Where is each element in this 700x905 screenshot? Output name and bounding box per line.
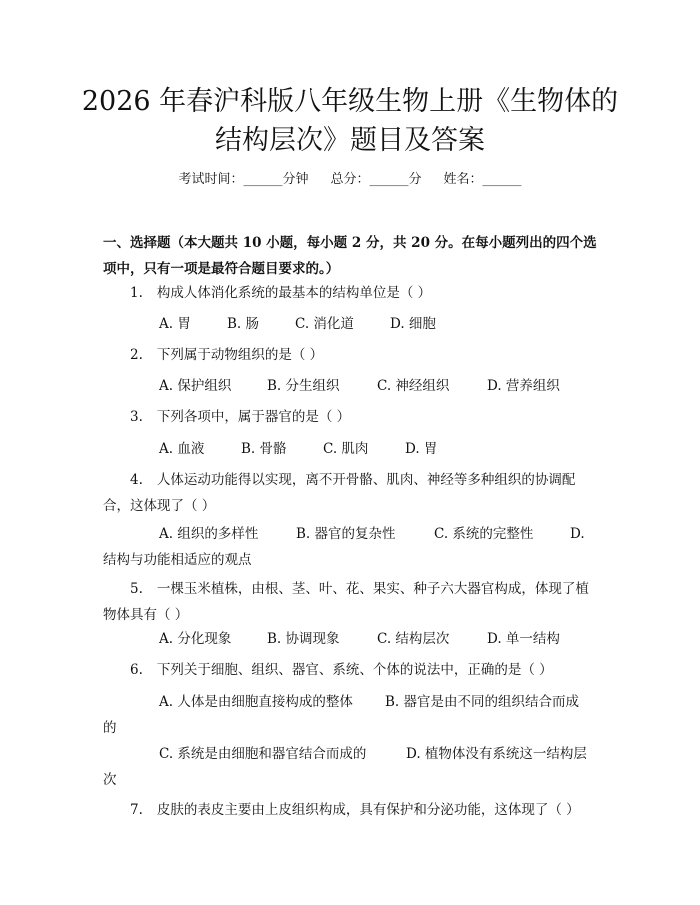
option-b: B. 分生组织 xyxy=(267,378,340,394)
question-1-options xyxy=(103,311,600,337)
question-2 xyxy=(103,342,600,368)
exam-meta xyxy=(0,168,700,187)
option-c: C. 系统是由细胞和器官结合而成的 xyxy=(159,746,367,762)
option-d: D. 营养组织 xyxy=(487,378,560,394)
option-d-label: D. xyxy=(570,526,585,542)
question-number: 5. xyxy=(130,581,143,597)
question-text: 下列关于细胞、组织、器官、系统、个体的说法中，正确的是（ ） xyxy=(156,662,553,678)
option-b-continuation: 的 xyxy=(103,720,117,736)
question-number: 7. xyxy=(130,802,143,818)
option-d: D. 单一结构 xyxy=(487,631,560,647)
question-4 xyxy=(103,467,600,519)
question-text: 皮肤的表皮主要由上皮组织构成，具有保护和分泌功能，这体现了（ ） xyxy=(156,802,580,818)
option-a: A. 组织的多样性 xyxy=(159,526,259,542)
option-b: B. 骨骼 xyxy=(241,441,287,457)
title-line-1: 2026 年春沪科版八年级生物上册《生物体的 xyxy=(81,86,619,117)
option-a: A. 人体是由细胞直接构成的整体 xyxy=(159,694,353,710)
question-7 xyxy=(103,797,600,823)
option-a: A. 血液 xyxy=(159,441,205,457)
question-text: 构成人体消化系统的最基本的结构单位是（ ） xyxy=(156,285,432,301)
option-b: B. 肠 xyxy=(227,316,260,332)
option-a: A. 胃 xyxy=(159,316,191,332)
option-d: D. 胃 xyxy=(405,441,438,457)
option-d-continuation: 次 xyxy=(103,772,117,788)
question-5-options xyxy=(103,626,600,652)
question-text-line-1: 一棵玉米植株，由根、茎、叶、花、果实、种子六大器官构成，体现了植 xyxy=(156,581,589,597)
question-1 xyxy=(103,280,600,306)
option-c: C. 肌肉 xyxy=(323,441,369,457)
option-c: C. 消化道 xyxy=(295,316,354,332)
option-a: A. 分化现象 xyxy=(159,631,232,647)
option-b: B. 器官的复杂性 xyxy=(296,526,396,542)
total-score-field: 总分：______分 xyxy=(330,172,422,187)
page-title xyxy=(60,82,640,160)
question-6-options-ab xyxy=(103,689,600,741)
question-2-options xyxy=(103,373,600,399)
option-c: C. 系统的完整性 xyxy=(434,526,534,542)
question-3 xyxy=(103,404,600,430)
question-5 xyxy=(103,576,600,628)
section-heading: 一、选择题（本大题共 10 小题，每小题 2 分，共 20 分。在每小题列出的四个选项中，只有一项是最符合题目要求的。） xyxy=(103,235,597,277)
option-d: D. 植物体没有系统这一结构层 xyxy=(406,746,587,762)
question-text: 下列属于动物组织的是（ ） xyxy=(156,347,324,363)
question-4-options xyxy=(103,521,600,573)
question-number: 6. xyxy=(130,662,143,678)
option-b: B. 协调现象 xyxy=(267,631,340,647)
option-c: C. 神经组织 xyxy=(377,378,450,394)
option-c: C. 结构层次 xyxy=(377,631,450,647)
question-number: 3. xyxy=(130,409,143,425)
option-d-text: 结构与功能相适应的观点 xyxy=(103,552,252,568)
option-d: D. 细胞 xyxy=(390,316,436,332)
question-number: 1. xyxy=(130,285,143,301)
question-3-options xyxy=(103,436,600,462)
option-b: B. 器官是由不同的组织结合而成 xyxy=(385,694,580,710)
question-text-line-1: 人体运动功能得以实现，离不开骨骼、肌肉、神经等多种组织的协调配 xyxy=(156,472,576,488)
question-text: 下列各项中，属于器官的是（ ） xyxy=(156,409,351,425)
student-name-field: 姓名：______ xyxy=(443,172,522,187)
question-number: 4. xyxy=(130,472,143,488)
question-number: 2. xyxy=(130,347,143,363)
question-text-line-2: 物体具有（ ） xyxy=(103,607,189,623)
question-6 xyxy=(103,657,600,683)
exam-time-field: 考试时间：______分钟 xyxy=(178,172,309,187)
question-text-line-2: 合，这体现了（ ） xyxy=(103,498,216,514)
title-line-2: 结构层次》题目及答案 xyxy=(215,125,485,156)
option-a: A. 保护组织 xyxy=(159,378,232,394)
question-6-options-cd xyxy=(103,741,600,793)
